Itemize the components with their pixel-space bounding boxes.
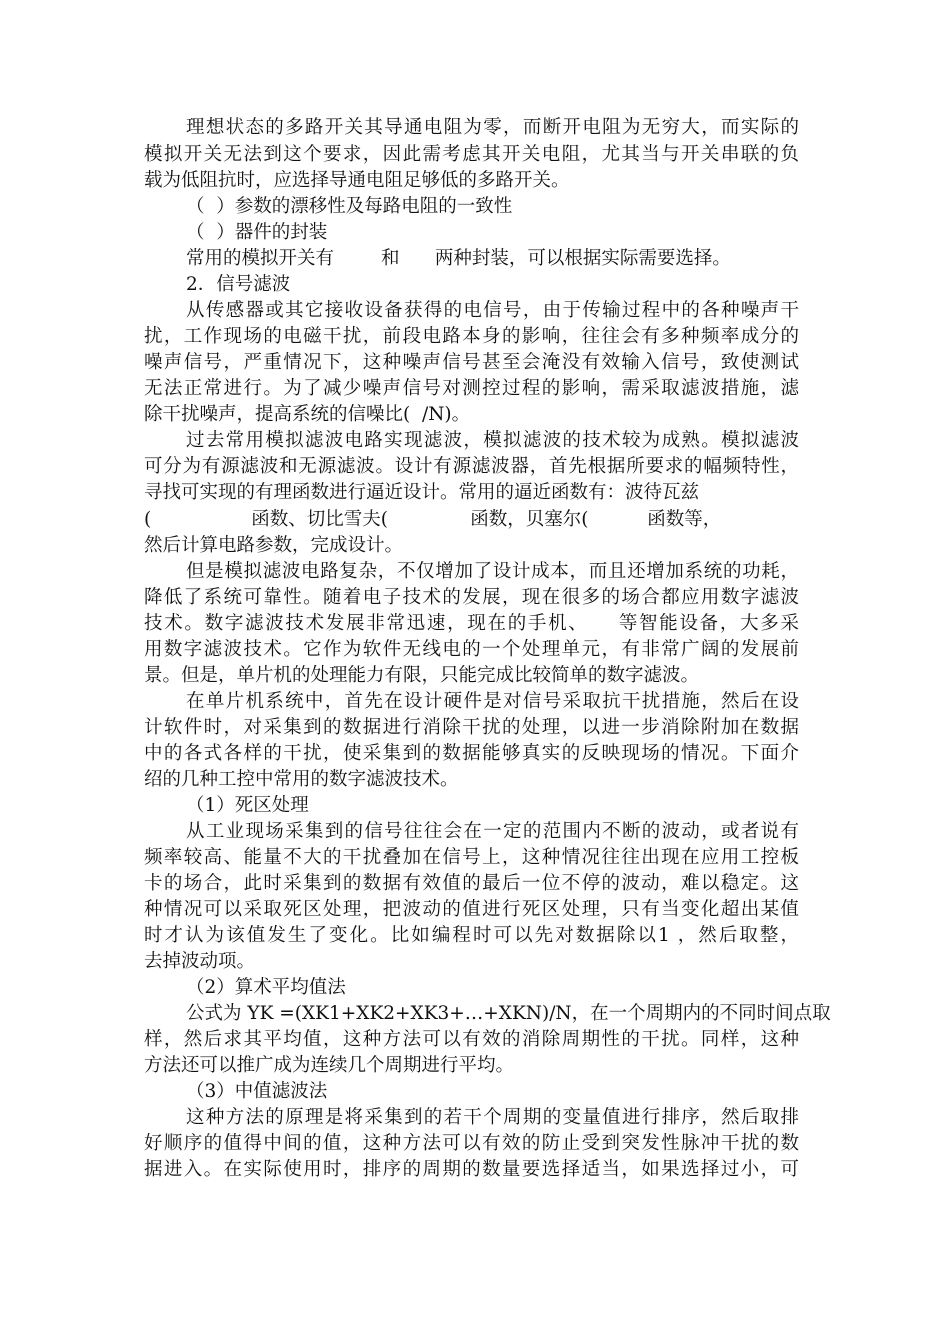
paragraph-line: 卡的场合，此时采集到的数据有效值的最后一位不停的波动，难以稳定。这 — [144, 873, 799, 894]
paragraph-line: 频率较高、能量不大的干扰叠加在信号上，这种情况往往出现在应用工控板 — [144, 847, 799, 868]
paragraph-line: 绍的几种工控中常用的数字滤波技术。 — [144, 769, 459, 790]
paragraph-line: 无法正常进行。为了减少噪声信号对测控过程的影响，需采取滤波措施，滤 — [144, 378, 799, 399]
paragraph-line: 噪声信号，严重情况下，这种噪声信号甚至会淹没有效输入信号，致使测试 — [144, 352, 799, 373]
list-item: （ ）参数的漂移性及每路电阻的一致性 — [186, 196, 513, 217]
paragraph-line: 中的各式各样的干扰，使采集到的数据能够真实的反映现场的情况。下面介 — [144, 743, 799, 764]
paragraph-line: 景。但是，单片机的处理能力有限，只能完成比较简单的数字滤波。 — [144, 665, 700, 686]
paragraph-line: 样，然后求其平均值，这种方法可以有效的消除周期性的干扰。同样，这种 — [144, 1029, 799, 1050]
paragraph-line: 技术。数字滤波技术发展非常迅速，现在的手机、 等智能设备，大多采 — [144, 613, 799, 634]
paragraph-line: 从传感器或其它接收设备获得的电信号，由于传输过程中的各种噪声干 — [186, 300, 799, 321]
paragraph-line: 过去常用模拟滤波电路实现滤波，模拟滤波的技术较为成熟。模拟滤波 — [186, 430, 799, 451]
paragraph-line: 降低了系统可靠性。随着电子技术的发展，现在很多的场合都应用数字滤波 — [144, 587, 799, 608]
section-heading: 2．信号滤波 — [186, 274, 291, 295]
paragraph-line: 但是模拟滤波电路复杂，不仅增加了设计成本，而且还增加系统的功耗， — [186, 561, 799, 582]
paragraph-line: 去掉波动项。 — [144, 951, 256, 972]
paragraph-line: 扰，工作现场的电磁干扰，前段电路本身的影响，往往会有多种频率成分的 — [144, 326, 799, 347]
paragraph-line: 时才认为该值发生了变化。比如编程时可以先对数据除以1 ，然后取整， — [144, 925, 799, 946]
subsection-heading: （2）算术平均值法 — [186, 977, 346, 998]
paragraph-line: 这种方法的原理是将采集到的若干个周期的变量值进行排序，然后取排 — [186, 1107, 799, 1128]
paragraph-line: 用数字滤波技术。它作为软件无线电的一个处理单元，有非常广阔的发展前 — [144, 639, 799, 660]
paragraph-line: 然后计算电路参数，完成设计。 — [144, 535, 404, 556]
paragraph-line: 好顺序的值得中间的值，这种方法可以有效的防止受到突发性脉冲干扰的数 — [144, 1133, 799, 1154]
paragraph-line: 计软件时，对采集到的数据进行消除干扰的处理，以进一步消除附加在数据 — [144, 717, 799, 738]
paragraph-line: 公式为 YK =(XK1+XK2+XK3+…+XKN)/N，在一个周期内的不同时间点取 — [186, 1003, 831, 1024]
paragraph-line: 在单片机系统中，首先在设计硬件是对信号采取抗干扰措施，然后在设 — [186, 691, 799, 712]
paragraph-line: 可分为有源滤波和无源滤波。设计有源滤波器，首先根据所要求的幅频特性， — [144, 456, 799, 477]
subsection-heading: （1）死区处理 — [186, 795, 309, 816]
subsection-heading: （3）中值滤波法 — [186, 1081, 328, 1102]
paragraph-line: 除干扰噪声，提高系统的信噪比( /N)。 — [144, 404, 471, 425]
paragraph-line: 据进入。在实际使用时，排序的周期的数量要选择适当，如果选择过小，可 — [144, 1159, 799, 1180]
paragraph-line: 寻找可实现的有理函数进行逼近设计。常用的逼近函数有：波待瓦兹 — [144, 482, 700, 503]
list-item: （ ）器件的封装 — [186, 222, 328, 243]
paragraph-line: 载为低阻抗时，应选择导通电阻足够低的多路开关。 — [144, 170, 570, 191]
paragraph-line: ( 函数、切比雪夫( 函数，贝塞尔( 函数等， — [144, 509, 722, 530]
paragraph-line: 从工业现场采集到的信号往往会在一定的范围内不断的波动，或者说有 — [186, 821, 799, 842]
paragraph-line: 常用的模拟开关有 和 两种封装，可以根据实际需要选择。 — [186, 248, 731, 269]
paragraph-line: 模拟开关无法到这个要求，因此需考虑其开关电阻，尤其当与开关串联的负 — [144, 144, 799, 165]
paragraph-line: 种情况可以采取死区处理，把波动的值进行死区处理，只有当变化超出某值 — [144, 899, 799, 920]
paragraph-line: 方法还可以推广成为连续几个周期进行平均。 — [144, 1055, 515, 1076]
paragraph-line: 理想状态的多路开关其导通电阻为零，而断开电阻为无穷大，而实际的 — [186, 117, 799, 138]
